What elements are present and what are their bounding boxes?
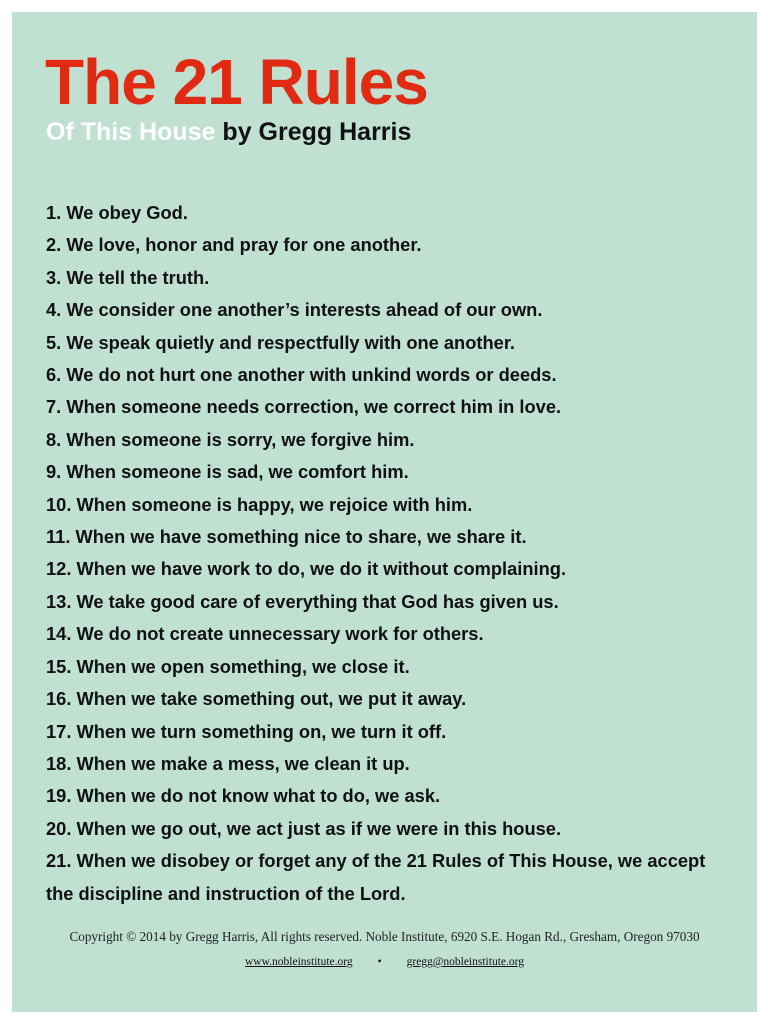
rule-item-5: 5. We speak quietly and respectfully with one another.	[46, 331, 516, 353]
rule-item-19: 19. When we do not know what to do, we ask.	[46, 785, 441, 807]
rule-item-10: 10. When someone is happy, we rejoice with him.	[46, 493, 473, 515]
rule-item-4: 4. We consider one another’s interests ahead of our own.	[46, 299, 543, 321]
rule-item-15: 15. When we open something, we close it.	[46, 655, 410, 677]
rule-item-14: 14. We do not create unnecessary work for others.	[46, 623, 484, 645]
copyright-notice: Copyright © 2014 by Gregg Harris, All rights reserved. Noble Institute, 6920 S.E. Hogan Rd., Gresham, Oregon 97030	[69, 929, 700, 944]
rule-item-20: 20. When we go out, we act just as if we were in this house.	[46, 817, 562, 839]
poster-title: The 21 Rules	[45, 46, 428, 118]
website-link[interactable]: www.nobleinstitute.org	[245, 956, 353, 968]
rule-item-17: 17. When we turn something on, we turn it off.	[46, 720, 447, 742]
rule-item-16: 16. When we take something out, we put it away.	[46, 688, 467, 710]
rule-item-7: 7. When someone needs correction, we correct him in love.	[46, 396, 562, 418]
subtitle-author: by Gregg Harris	[222, 118, 412, 146]
rule-item-8: 8. When someone is sorry, we forgive him.	[46, 428, 415, 450]
rule-item-2: 2. We love, honor and pray for one another.	[46, 234, 422, 256]
subtitle-house: Of This House	[46, 118, 216, 146]
rule-item-1: 1. We obey God.	[46, 202, 188, 223]
footer-links	[12, 954, 757, 969]
rule-item-18: 18. When we make a mess, we clean it up.	[46, 752, 410, 774]
rule-item-12: 12. When we have work to do, we do it without complaining.	[46, 558, 567, 580]
rule-item-6: 6. We do not hurt one another with unkind words or deeds.	[46, 364, 557, 386]
rules-list	[46, 197, 736, 910]
footer-separator: •	[377, 954, 382, 968]
email-link[interactable]: gregg@nobleinstitute.org	[406, 956, 524, 968]
rule-item-21: 21. When we disobey or forget any of the 21 Rules of This House, we accept the discipline and instruction of the Lord.	[46, 850, 706, 904]
rules-poster	[12, 12, 757, 1012]
rule-item-13: 13. We take good care of everything that God has given us.	[46, 590, 559, 612]
poster-subtitle	[46, 119, 411, 147]
rule-item-3: 3. We tell the truth.	[46, 266, 210, 288]
rule-item-9: 9. When someone is sad, we comfort him.	[46, 461, 409, 483]
rule-item-11: 11. When we have something nice to share, we share it.	[46, 526, 527, 548]
